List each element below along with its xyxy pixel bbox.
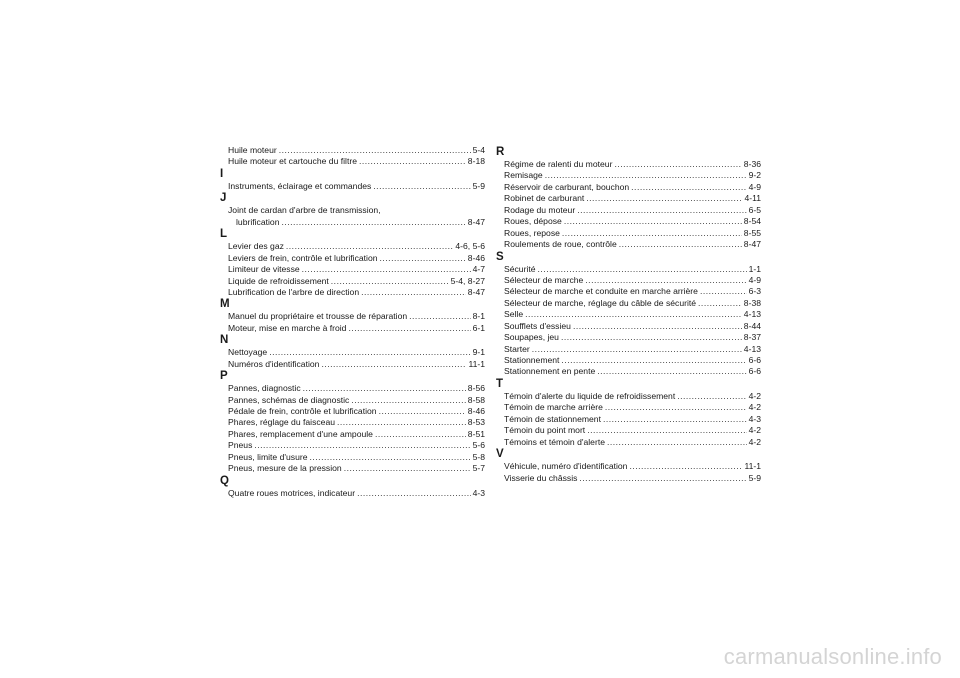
entry-page: 5-9 <box>748 472 761 483</box>
leader-dots <box>351 395 465 406</box>
leader-dots <box>677 391 746 402</box>
entry-label: Roues, dépose <box>504 216 562 227</box>
entry-label: Phares, réglage du faisceau <box>228 417 336 428</box>
entry-label: Pannes, schémas de diagnostic <box>228 394 350 405</box>
leader-dots <box>698 298 742 309</box>
index-entry-first-line <box>220 205 485 216</box>
entry-label: Témoin de marche arrière <box>504 402 603 413</box>
index-entry <box>220 440 485 451</box>
index-entry <box>496 275 761 286</box>
index-entry <box>220 181 485 192</box>
leader-dots <box>561 332 742 343</box>
entry-page: 8-56 <box>467 383 485 394</box>
entry-label: Sélecteur de marche, réglage du câble de sécurité <box>504 297 697 308</box>
leader-dots <box>564 216 742 227</box>
entry-label: Roulements de roue, contrôle <box>504 239 617 250</box>
leader-dots <box>545 170 747 181</box>
entry-page: 4-2 <box>748 402 761 413</box>
index-entry <box>220 145 485 156</box>
entry-label: lubrification <box>236 216 280 227</box>
entry-page: 8-46 <box>467 252 485 263</box>
entry-label: Instruments, éclairage et commandes <box>228 180 372 191</box>
index-entry <box>220 156 485 167</box>
entry-label: Rodage du moteur <box>504 204 576 215</box>
leader-dots <box>344 463 471 474</box>
entry-page: 6-6 <box>748 366 761 377</box>
index-entry <box>496 216 761 227</box>
entry-page: 4-3 <box>472 487 485 498</box>
entry-label: Visserie du châssis <box>504 472 578 483</box>
entry-page: 11-1 <box>468 358 485 369</box>
leader-dots <box>614 159 741 170</box>
entry-page: 8-38 <box>743 297 761 308</box>
index-entry <box>496 239 761 250</box>
index-entry <box>220 264 485 275</box>
watermark-text: carmanualsonline.info <box>723 644 942 669</box>
entry-label: Levier des gaz <box>228 241 284 252</box>
index-entry <box>496 193 761 204</box>
entry-label: Moteur, mise en marche à froid <box>228 322 347 333</box>
entry-label: Pédale de frein, contrôle et lubrification <box>228 406 377 416</box>
leader-dots <box>629 461 742 472</box>
index-entry <box>496 473 761 484</box>
leader-dots <box>532 344 742 355</box>
index-entry <box>220 406 485 417</box>
leader-dots <box>348 323 470 334</box>
entry-label: Régime de ralenti du moteur <box>504 159 613 169</box>
leader-dots <box>573 321 742 332</box>
entry-page: 6-3 <box>748 286 761 297</box>
index-entry <box>496 402 761 413</box>
entry-page: 4-6, 5-6 <box>455 241 485 252</box>
index-entry <box>220 241 485 252</box>
leader-dots <box>279 145 471 156</box>
entry-page: 1-1 <box>748 263 761 274</box>
entry-page: 4-2 <box>748 390 761 401</box>
leader-dots <box>603 414 747 425</box>
entry-page: 4-11 <box>744 193 761 204</box>
index-entry <box>496 298 761 309</box>
leader-dots <box>605 402 747 413</box>
index-entry <box>496 391 761 402</box>
entry-page: 5-4, 8-27 <box>450 275 485 286</box>
index-entry <box>496 159 761 170</box>
leader-dots <box>597 366 746 377</box>
entry-page: 8-18 <box>467 156 485 167</box>
index-entry <box>220 488 485 499</box>
index-entry <box>220 276 485 287</box>
entry-label: Starter <box>504 343 530 354</box>
entry-page: 6-1 <box>472 322 485 333</box>
entry-label: Témoins et témoin d'alerte <box>504 436 605 447</box>
leader-dots <box>379 406 466 417</box>
entry-page: 8-37 <box>743 332 761 343</box>
entry-page: 5-7 <box>472 463 485 474</box>
entry-page: 11-1 <box>744 461 761 472</box>
section-letter-i: I <box>220 167 224 180</box>
entry-page: 4-13 <box>743 343 761 354</box>
entry-page: 5-9 <box>472 180 485 191</box>
entry-page: 8-47 <box>743 239 761 250</box>
entry-label: Témoin du point mort <box>504 425 586 436</box>
section-letter-n: N <box>220 334 229 347</box>
entry-page: 8-53 <box>467 417 485 428</box>
index-entry <box>496 286 761 297</box>
entry-label: Stationnement en pente <box>504 366 596 377</box>
entry-label: Joint de cardan d'arbre de transmission, <box>228 205 381 216</box>
section-letter-q: Q <box>220 474 229 487</box>
leader-dots <box>331 276 449 287</box>
index-entry <box>496 414 761 425</box>
entry-label: Soupapes, jeu <box>504 332 559 343</box>
entry-page: 8-44 <box>743 320 761 331</box>
entry-label: Témoin d'alerte du liquide de refroidissement <box>504 390 676 401</box>
entry-label: Selle <box>504 309 524 320</box>
index-entry <box>496 344 761 355</box>
index-column-right <box>496 146 761 484</box>
entry-page: 9-2 <box>748 170 761 181</box>
leader-dots <box>577 205 746 216</box>
entry-label: Lubrification de l'arbre de direction <box>228 286 360 297</box>
leader-dots <box>561 355 746 366</box>
entry-page: 4-13 <box>743 309 761 320</box>
entry-label: Roues, repose <box>504 227 560 238</box>
entry-label: Véhicule, numéro d'identification <box>504 461 628 472</box>
entry-page: 4-2 <box>748 425 761 436</box>
leader-dots <box>562 228 742 239</box>
entry-label: Huile moteur <box>228 145 277 155</box>
leader-dots <box>302 264 471 275</box>
entry-label: Pneus <box>228 440 253 451</box>
index-entry <box>496 170 761 181</box>
entry-label: Limiteur de vitesse <box>228 264 300 275</box>
leader-dots <box>361 287 466 298</box>
entry-label: Sélecteur de marche et conduite en marche arrière <box>504 286 698 297</box>
entry-page: 5-4 <box>472 145 485 155</box>
entry-page: 4-2 <box>748 436 761 447</box>
section-letter-r: R <box>496 146 505 158</box>
entry-label: Stationnement <box>504 355 560 365</box>
entry-page: 8-36 <box>743 159 761 169</box>
entry-page: 4-7 <box>472 264 485 275</box>
index-entry <box>220 395 485 406</box>
index-entry <box>220 383 485 394</box>
section-letter-v: V <box>496 448 504 461</box>
entry-page: 9-1 <box>472 347 485 358</box>
leader-dots <box>254 440 470 451</box>
leader-dots <box>359 156 466 167</box>
leader-dots <box>269 347 470 358</box>
entry-page: 8-47 <box>467 286 485 297</box>
entry-page: 4-9 <box>748 274 761 285</box>
entry-label: Numéros d'identification <box>228 358 320 369</box>
index-entry <box>220 452 485 463</box>
leader-dots <box>586 193 742 204</box>
index-entry <box>496 355 761 366</box>
index-entry-continuation <box>220 217 485 228</box>
entry-label: Quatre roues motrices, indicateur <box>228 487 356 498</box>
index-entry <box>220 359 485 370</box>
entry-label: Liquide de refroidissement <box>228 275 329 286</box>
entry-page: 8-55 <box>743 227 761 238</box>
section-letter-t: T <box>496 377 504 390</box>
index-column-left <box>220 145 485 499</box>
section-letter-j: J <box>220 192 227 205</box>
index-entry <box>496 309 761 320</box>
leader-dots <box>380 253 466 264</box>
entry-page: 8-47 <box>467 216 485 227</box>
entry-label: Leviers de frein, contrôle et lubrification <box>228 252 378 263</box>
index-entry <box>496 264 761 275</box>
index-entry <box>220 323 485 334</box>
leader-dots <box>281 217 465 228</box>
entry-label: Pneus, mesure de la pression <box>228 463 342 474</box>
leader-dots <box>375 429 466 440</box>
leader-dots <box>585 275 746 286</box>
entry-label: Robinet de carburant <box>504 193 585 204</box>
section-letter-s: S <box>496 250 504 263</box>
index-entry <box>220 253 485 264</box>
entry-label: Sécurité <box>504 263 536 274</box>
entry-page: 8-51 <box>467 428 485 439</box>
entry-page: 8-46 <box>467 406 485 416</box>
entry-label: Nettoyage <box>228 347 268 358</box>
index-entry <box>496 205 761 216</box>
leader-dots <box>286 241 453 252</box>
index-entry <box>220 311 485 322</box>
index-entry <box>496 461 761 472</box>
leader-dots <box>337 417 466 428</box>
section-letter-p: P <box>220 370 228 383</box>
entry-label: Réservoir de carburant, bouchon <box>504 181 630 192</box>
index-entry <box>496 228 761 239</box>
leader-dots <box>587 425 746 436</box>
section-letter-l: L <box>220 228 228 241</box>
entry-label: Pannes, diagnostic <box>228 383 301 394</box>
leader-dots <box>525 309 742 320</box>
entry-page: 8-54 <box>743 216 761 227</box>
index-entry <box>220 417 485 428</box>
entry-page: 8-58 <box>467 394 485 405</box>
index-entry <box>220 287 485 298</box>
entry-page: 8-1 <box>472 311 485 322</box>
leader-dots <box>631 182 746 193</box>
entry-page: 4-9 <box>748 181 761 192</box>
leader-dots <box>607 437 747 448</box>
leader-dots <box>303 383 466 394</box>
index-entry <box>496 366 761 377</box>
entry-label: Huile moteur et cartouche du filtre <box>228 156 357 167</box>
entry-page: 6-5 <box>748 204 761 215</box>
index-entry <box>220 347 485 358</box>
leader-dots <box>579 473 746 484</box>
index-entry <box>220 429 485 440</box>
index-entry <box>496 332 761 343</box>
leader-dots <box>357 488 471 499</box>
entry-label: Soufflets d'essieu <box>504 320 571 331</box>
entry-label: Manuel du propriétaire et trousse de réparation <box>228 311 408 322</box>
entry-page: 5-6 <box>472 440 485 451</box>
entry-label: Phares, remplacement d'une ampoule <box>228 428 373 439</box>
index-entry <box>496 182 761 193</box>
leader-dots <box>409 311 470 322</box>
entry-page: 6-6 <box>748 355 761 365</box>
leader-dots <box>310 452 471 463</box>
index-entry <box>496 321 761 332</box>
entry-label: Sélecteur de marche <box>504 274 584 285</box>
entry-label: Témoin de stationnement <box>504 413 601 424</box>
index-entry <box>496 437 761 448</box>
entry-page: 5-8 <box>472 451 485 462</box>
index-entry <box>220 463 485 474</box>
leader-dots <box>321 359 466 370</box>
leader-dots <box>700 286 747 297</box>
entry-label: Pneus, limite d'usure <box>228 451 308 462</box>
entry-page: 4-3 <box>748 413 761 424</box>
index-entry <box>496 425 761 436</box>
entry-label: Remisage <box>504 170 543 181</box>
leader-dots <box>619 239 742 250</box>
leader-dots <box>373 181 470 192</box>
section-letter-m: M <box>220 298 230 311</box>
leader-dots <box>538 264 747 275</box>
